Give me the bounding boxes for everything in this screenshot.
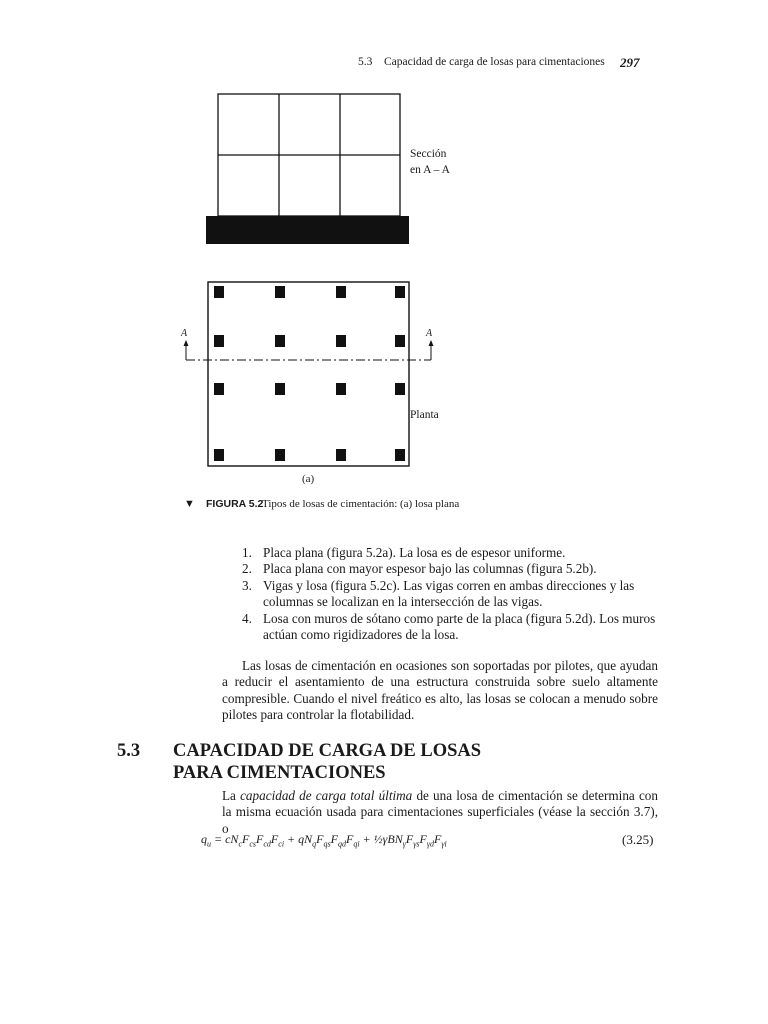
column-square: [214, 383, 224, 395]
equation-number: (3.25): [622, 832, 654, 847]
caption-number: FIGURA 5.2: [206, 498, 264, 510]
column-square: [395, 335, 405, 347]
mat-slab: [206, 216, 409, 244]
page-number: 297: [620, 55, 640, 70]
list-item-text: Placa plana con mayor espesor bajo las columnas (figura 5.2b).: [263, 561, 597, 577]
list-item-number: 4.: [242, 610, 252, 626]
column-square: [336, 383, 346, 395]
figure-5-2-drawing: [0, 85, 768, 475]
column-square: [275, 286, 285, 298]
slab-types-list: [222, 545, 662, 643]
column-square: [395, 449, 405, 461]
list-item-number: 2.: [242, 561, 252, 577]
column-square: [336, 449, 346, 461]
column-square: [395, 383, 405, 395]
section-arrow-right: [429, 340, 434, 346]
plan-view: [184, 282, 434, 466]
header-section-number: 5.3: [358, 56, 373, 68]
marker-a-left: A: [181, 328, 188, 339]
column-square: [275, 335, 285, 347]
plan-label: Planta: [410, 409, 439, 421]
section-title-line1: CAPACIDAD DE CARGA DE LOSAS: [173, 741, 482, 761]
section-number: 5.3: [117, 741, 141, 761]
list-item-number: 1.: [242, 545, 252, 560]
list-item-text: Placa plana (figura 5.2a). La losa es de espesor uniforme.: [263, 545, 566, 560]
section-label: [410, 146, 450, 178]
column-square: [214, 335, 224, 347]
list-item: [222, 578, 662, 611]
figure-sub-label: (a): [302, 473, 315, 485]
caption-triangle-icon: ▼: [184, 498, 195, 510]
section-elevation: [218, 94, 400, 216]
column-square: [395, 286, 405, 298]
header-title: Capacidad de carga de losas para cimentaciones: [384, 56, 605, 68]
list-item: [222, 561, 662, 577]
list-item: [222, 545, 662, 561]
plan-columns: [214, 286, 405, 461]
column-square: [214, 286, 224, 298]
equation-3-25: $q_u = cN_cF_{cs}F_{cd}F_{ci} + qN_qF_{qs}F_{qd}F_{qi}$ + $\frac{1}{2}\gamma BN_\gamma F_{\gamma s}F_{\gamma d}F_{\gamma i}$: [201, 832, 447, 849]
list-item-number: 3.: [242, 577, 252, 593]
list-item: [222, 611, 662, 644]
column-square: [275, 383, 285, 395]
body-paragraph-capacity: [222, 788, 658, 837]
column-square: [336, 286, 346, 298]
column-square: [214, 449, 224, 461]
plan-outline: [208, 282, 409, 466]
section-label-line1: Sección: [410, 148, 447, 160]
caption-text: Tipos de losas de cimentación: (a) losa plana: [262, 498, 460, 510]
marker-a-right: A: [426, 328, 433, 339]
column-square: [275, 449, 285, 461]
list-item-text: Losa con muros de sótano como parte de la placa (figura 5.2d). Los muros actúan como rigidizadores de la losa.: [263, 610, 656, 643]
paragraph-text-after: de una losa de cimentación se determina con la misma ecuación usada para cimentaciones superficiales (véase la sección 3.7), o: [222, 788, 658, 836]
body-paragraph-piles: Las losas de cimentación en ocasiones son soportadas por pilotes, que ayudan a reducir el asentamiento de una estructura construida sobre suelo altamente compresible. Cuando el nivel freático es alto, las losas se colocan a menudo sobre pilotes para controlar la flotabilidad.: [222, 658, 658, 723]
paragraph-emphasis: capacidad de carga total última: [240, 788, 413, 803]
column-square: [336, 335, 346, 347]
list-item-text: Vigas y losa (figura 5.2c). Las vigas corren en ambas direcciones y las columnas se localizan en la intersección de las vigas.: [263, 577, 635, 610]
running-header: [0, 55, 657, 73]
figure-caption: [184, 498, 459, 510]
section-arrow-left: [184, 340, 189, 346]
paragraph-text-before: La: [222, 788, 241, 803]
section-label-line2: en A – A: [410, 164, 450, 176]
section-title-line2: PARA CIMENTACIONES: [173, 763, 386, 783]
